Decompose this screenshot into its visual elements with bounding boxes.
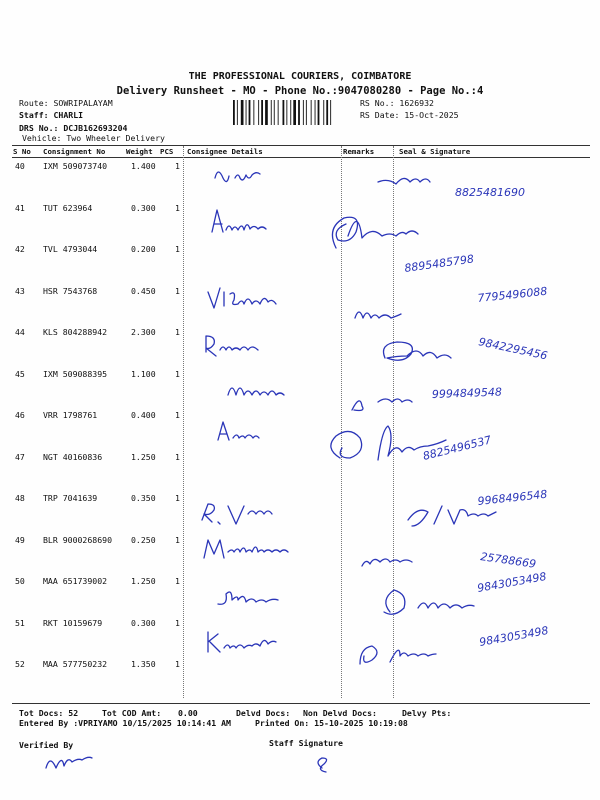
signature-43	[208, 288, 276, 308]
barcode-bar	[293, 100, 296, 125]
rs-number: RS No.: 1626932	[360, 98, 434, 108]
tot-cod-value: 0.00	[178, 708, 198, 718]
row-weight: 1.250	[131, 452, 156, 462]
barcode-bar	[303, 100, 304, 125]
route-label: Route: SOWRIPALAYAM	[19, 98, 113, 108]
row-sno: 47	[15, 452, 25, 462]
handwritten-phone: 9842295456	[477, 335, 549, 363]
handwritten-phone: 9843053498	[478, 623, 550, 649]
row-sno: 51	[15, 618, 25, 628]
barcode-bar	[246, 100, 247, 125]
barcode-bar	[233, 100, 235, 125]
header-rule	[12, 145, 590, 146]
row-sno: 42	[15, 244, 25, 254]
row-weight: 0.350	[131, 493, 156, 503]
delvd-docs: Delvd Docs:	[236, 708, 291, 718]
barcode-bar	[253, 100, 254, 125]
row-sno: 46	[15, 410, 25, 420]
col-pcs: PCS	[160, 147, 174, 156]
col-seal: Seal & Signature	[399, 147, 471, 156]
row-sno: 52	[15, 659, 25, 669]
barcode-bar	[265, 100, 268, 125]
entered-by: Entered By :VPRIYAMO 10/15/2025 10:14:41 AM	[19, 718, 231, 728]
row-weight: 0.200	[131, 244, 156, 254]
row-cons: MAA 577750232	[43, 659, 108, 669]
row-weight: 0.400	[131, 410, 156, 420]
barcode-bar	[241, 100, 244, 125]
row-cons: TVL 4793044	[43, 244, 98, 254]
signature-42	[332, 217, 418, 248]
col-sno: S No	[13, 147, 31, 156]
barcode-bar	[311, 100, 312, 125]
row-weight: 1.400	[131, 161, 156, 171]
row-cons: BLR 9000268690	[43, 535, 113, 545]
delvy-pts: Delvy Pts:	[402, 708, 452, 718]
row-pcs: 1	[175, 244, 180, 254]
row-pcs: 1	[175, 618, 180, 628]
row-cons: IXM 509088395	[43, 369, 108, 379]
row-cons: HSR 7543768	[43, 286, 98, 296]
row-weight: 2.300	[131, 327, 156, 337]
row-weight: 0.450	[131, 286, 156, 296]
barcode-bar	[298, 100, 300, 125]
row-pcs: 1	[175, 493, 180, 503]
vehicle-label: Vehicle: Two Wheeler Delivery	[22, 133, 165, 143]
row-sno: 45	[15, 369, 25, 379]
handwritten-phone: 9968496548	[476, 487, 548, 508]
printed-on: Printed On: 15-10-2025 10:19:08	[255, 718, 408, 728]
row-sno: 40	[15, 161, 25, 171]
company-title: THE PROFESSIONAL COURIERS, COIMBATORE	[188, 71, 412, 82]
barcode-bar	[306, 100, 307, 125]
row-pcs: 1	[175, 286, 180, 296]
drs-number: DRS No.: DCJB162693204	[19, 123, 128, 133]
tot-cod-label: Tot COD Amt:	[102, 708, 162, 718]
row-cons: MAA 651739002	[43, 576, 108, 586]
barcode-bar	[330, 100, 331, 125]
divider-consignee	[183, 146, 184, 698]
barcode-bar	[258, 100, 259, 125]
non-delvd-docs: Non Delvd Docs:	[303, 708, 377, 718]
barcode-bar	[278, 100, 279, 125]
row-cons: TRP 7041639	[43, 493, 98, 503]
signature-51	[208, 632, 276, 652]
signature-40	[215, 172, 260, 182]
signature-44	[206, 336, 258, 356]
row-weight: 0.250	[131, 535, 156, 545]
row-pcs: 1	[175, 452, 180, 462]
handwritten-phone: 9843053498	[476, 569, 548, 595]
row-pcs: 1	[175, 369, 180, 379]
row-sno: 48	[15, 493, 25, 503]
signature-49	[204, 540, 288, 558]
signature-45	[228, 388, 284, 395]
signature-41	[212, 210, 266, 232]
row-sno: 50	[15, 576, 25, 586]
row-pcs: 1	[175, 576, 180, 586]
divider-remarks	[341, 146, 342, 698]
row-pcs: 1	[175, 410, 180, 420]
barcode-bar	[274, 100, 275, 125]
row-sno: 49	[15, 535, 25, 545]
handwritten-phone: 9994849548	[431, 385, 503, 401]
row-pcs: 1	[175, 535, 180, 545]
runsheet-subtitle: Delivery Runsheet - MO - Phone No.:9047080280 - Page No.:4	[116, 85, 484, 97]
barcode-bar	[323, 100, 324, 125]
col-consignment: Consignment No	[43, 147, 106, 156]
barcode-bar	[286, 100, 287, 125]
row-sno: 43	[15, 286, 25, 296]
row-weight: 1.250	[131, 576, 156, 586]
barcode-bar	[271, 100, 272, 125]
barcode-image	[232, 100, 354, 125]
signature-50	[218, 592, 278, 604]
staff-signature-label: Staff Signature	[269, 738, 343, 748]
staff-label: Staff: CHARLI	[19, 110, 84, 120]
barcode-bar	[249, 100, 251, 125]
footer-rule	[12, 703, 590, 704]
row-weight: 1.350	[131, 659, 156, 669]
signature-48	[202, 504, 272, 524]
row-sno: 44	[15, 327, 25, 337]
tot-docs: Tot Docs: 52	[19, 708, 79, 718]
barcode-bar	[315, 100, 316, 125]
row-pcs: 1	[175, 161, 180, 171]
divider-seal	[393, 146, 394, 698]
row-pcs: 1	[175, 327, 180, 337]
handwritten-phone: 25788669	[479, 550, 537, 571]
staff-signature-mark	[318, 758, 327, 772]
handwritten-phone: 8825481690	[455, 186, 525, 199]
row-weight: 0.300	[131, 203, 156, 213]
barcode-bar	[318, 100, 320, 125]
row-pcs: 1	[175, 203, 180, 213]
barcode-bar	[283, 100, 285, 125]
row-cons: IXM 509073740	[43, 161, 108, 171]
col-consignee: Consignee Details	[187, 147, 263, 156]
row-cons: RKT 10159679	[43, 618, 103, 628]
row-cons: VRR 1798761	[43, 410, 98, 420]
row-weight: 1.100	[131, 369, 156, 379]
row-cons: NGT 40160836	[43, 452, 103, 462]
verified-by-label: Verified By	[19, 740, 74, 750]
rs-date: RS Date: 15-Oct-2025	[360, 110, 459, 120]
barcode-bar	[261, 100, 263, 125]
signature-47	[331, 426, 446, 460]
verified-signature	[46, 757, 92, 768]
barcode-bar	[326, 100, 328, 125]
barcode-bar	[237, 100, 238, 125]
row-cons: KLS 804288942	[43, 327, 108, 337]
row-cons: TUT 623964	[43, 203, 93, 213]
col-weight: Weight	[126, 147, 153, 156]
handwritten-phone: 8895485798	[403, 252, 475, 275]
barcode-bar	[290, 100, 291, 125]
column-rule	[12, 157, 590, 158]
signature-46	[218, 422, 259, 440]
row-pcs: 1	[175, 659, 180, 669]
row-sno: 41	[15, 203, 25, 213]
col-remarks: Remarks	[343, 147, 375, 156]
handwritten-phone: 8825496537	[421, 433, 493, 463]
row-weight: 0.300	[131, 618, 156, 628]
handwritten-phone: 7795496088	[476, 284, 548, 305]
